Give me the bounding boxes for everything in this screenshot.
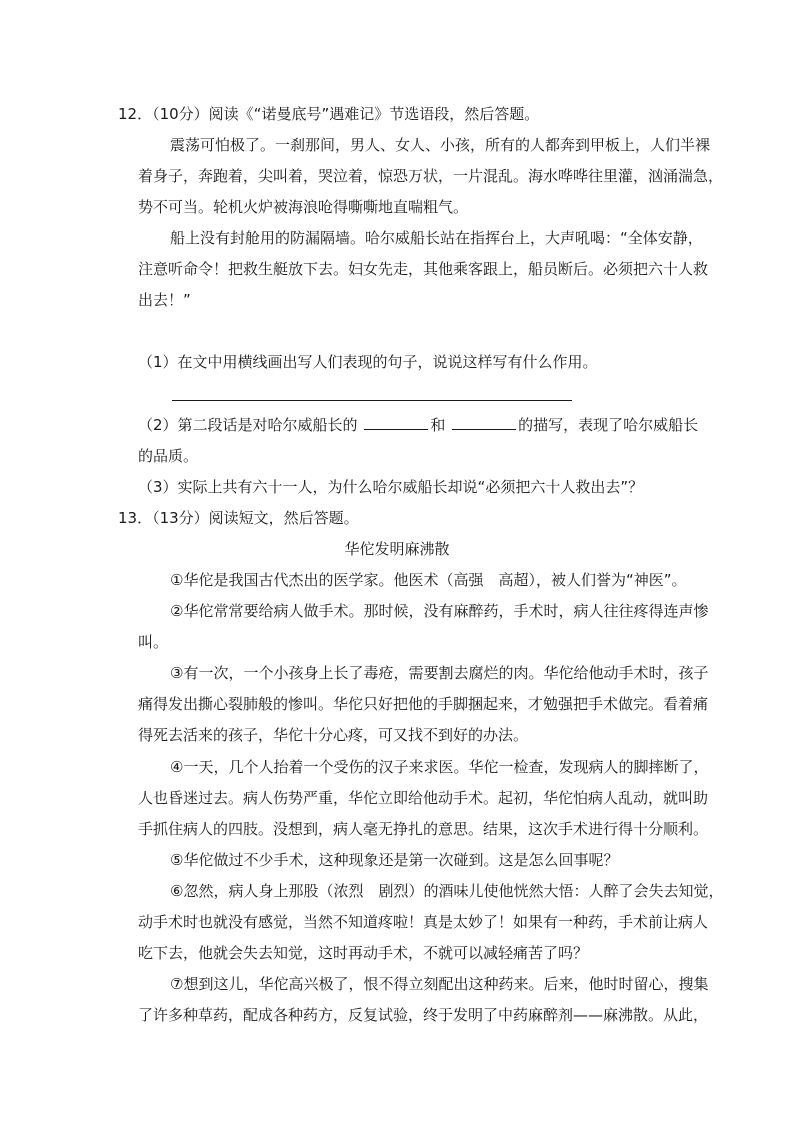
q12-sub-question-2 — [138, 415, 698, 435]
q12-sub-question-1: （1）在文中用横线画出写人们表现的句子，说说这样写有什么作用。 — [138, 353, 598, 371]
q13-paragraph-6-line-2: 动手术时也就没有感觉，当然不知道疼啦！真是太妙了！如果有一种药，手术前让病人 — [138, 913, 709, 931]
q13-paragraph-4-line-1: ④一天，几个人抬着一个受伤的汉子来求医。华佗一检查，发现病人的脚摔断了， — [170, 758, 709, 776]
q12-blank-2[interactable] — [452, 415, 516, 430]
q13-paragraph-1-line-1: ①华佗是我国古代杰出的医学家。他医术（高强 高超），被人们誉为“神医”。 — [170, 571, 687, 589]
q13-paragraph-3-line-3: 得死去活来的孩子，华佗十分心疼，可又找不到好的办法。 — [138, 726, 529, 744]
q13-paragraph-7-line-1: ⑦想到这儿，华佗高兴极了，恨不得立刻配出这种药来。后来，他时时留心，搜集 — [170, 975, 709, 993]
q12-paragraph-2-line-1: 船上没有封舱用的防漏隔墙。哈尔威船长站在指挥台上，大声吼喝：“全体安静， — [170, 229, 703, 247]
q12-sub2-and: 和 — [430, 416, 451, 434]
question-12-header: 12．（10分）阅读《“诺曼底号”遇难记》节选语段，然后答题。 — [118, 105, 540, 123]
q12-sub2-text-1: （2）第二段话是对哈尔威船长的 — [138, 416, 363, 434]
q12-sub2-text-2: 的描写，表现了哈尔威船长 — [518, 416, 699, 434]
q12-sub-question-3: （3）实际上共有六十一人，为什么哈尔威船长却说“必须把六十人救出去”？ — [138, 478, 644, 496]
q13-paragraph-6-line-1: ⑥忽然，病人身上那股（浓烈 剧烈）的酒味儿使他恍然大悟：人醉了会失去知觉， — [170, 882, 724, 900]
q12-paragraph-2-line-2: 注意听命令！把救生艇放下去。妇女先走，其他乘客跟上，船员断后。必须把六十人救 — [138, 260, 709, 278]
q13-paragraph-7-line-2: 了许多种草药，配成各种药方，反复试验，终于发明了中药麻醉剂——麻沸散。从此， — [138, 1006, 709, 1024]
q13-paragraph-3-line-1: ③有一次，一个小孩身上长了毒疮，需要割去腐烂的肉。华佗给他动手术时，孩子 — [170, 664, 709, 682]
question-13-header: 13．（13分）阅读短文，然后答题。 — [118, 509, 359, 527]
q13-paragraph-6-line-3: 吃下去，他就会失去知觉，这时再动手术，不就可以减轻痛苦了吗？ — [138, 944, 589, 962]
q12-sub2-continuation: 的品质。 — [138, 447, 199, 465]
passage-title: 华佗发明麻沸散 — [344, 540, 450, 558]
q13-paragraph-2-line-1: ②华佗常常要给病人做手术。那时候，没有麻醉药，手术时，病人往往疼得连声惨 — [170, 602, 709, 620]
q12-answer-line[interactable] — [172, 400, 572, 401]
q13-paragraph-4-line-3: 手抓住病人的四肢。没想到，病人毫无挣扎的意思。结果，这次手术进行得十分顺利。 — [138, 820, 709, 838]
q13-paragraph-3-line-2: 痛得发出撕心裂肺般的惨叫。华佗只好把他的手脚捆起来，才勉强把手术做完。看着痛 — [138, 695, 709, 713]
q13-paragraph-5-line-1: ⑤华佗做过不少手术，这种现象还是第一次碰到。这是怎么回事呢？ — [170, 851, 619, 869]
q12-paragraph-2-line-3: 出去！” — [138, 291, 191, 309]
q12-paragraph-1-line-2: 着身子，奔跑着，尖叫着，哭泣着，惊恐万状，一片混乱。海水哗哗往里灌，汹涌湍急， — [138, 167, 724, 185]
q12-paragraph-1-line-3: 势不可当。轮机火炉被海浪呛得嘶嘶地直喘粗气。 — [138, 198, 469, 216]
q12-blank-1[interactable] — [364, 415, 428, 430]
q12-paragraph-1-line-1: 震荡可怕极了。一刹那间，男人、女人、小孩，所有的人都奔到甲板上，人们半裸 — [170, 136, 711, 154]
q13-paragraph-4-line-2: 人也昏迷过去。病人伤势严重，华佗立即给他动手术。起初，华佗怕病人乱动，就叫助 — [138, 789, 709, 807]
q13-paragraph-2-line-2: 叫。 — [138, 633, 169, 651]
